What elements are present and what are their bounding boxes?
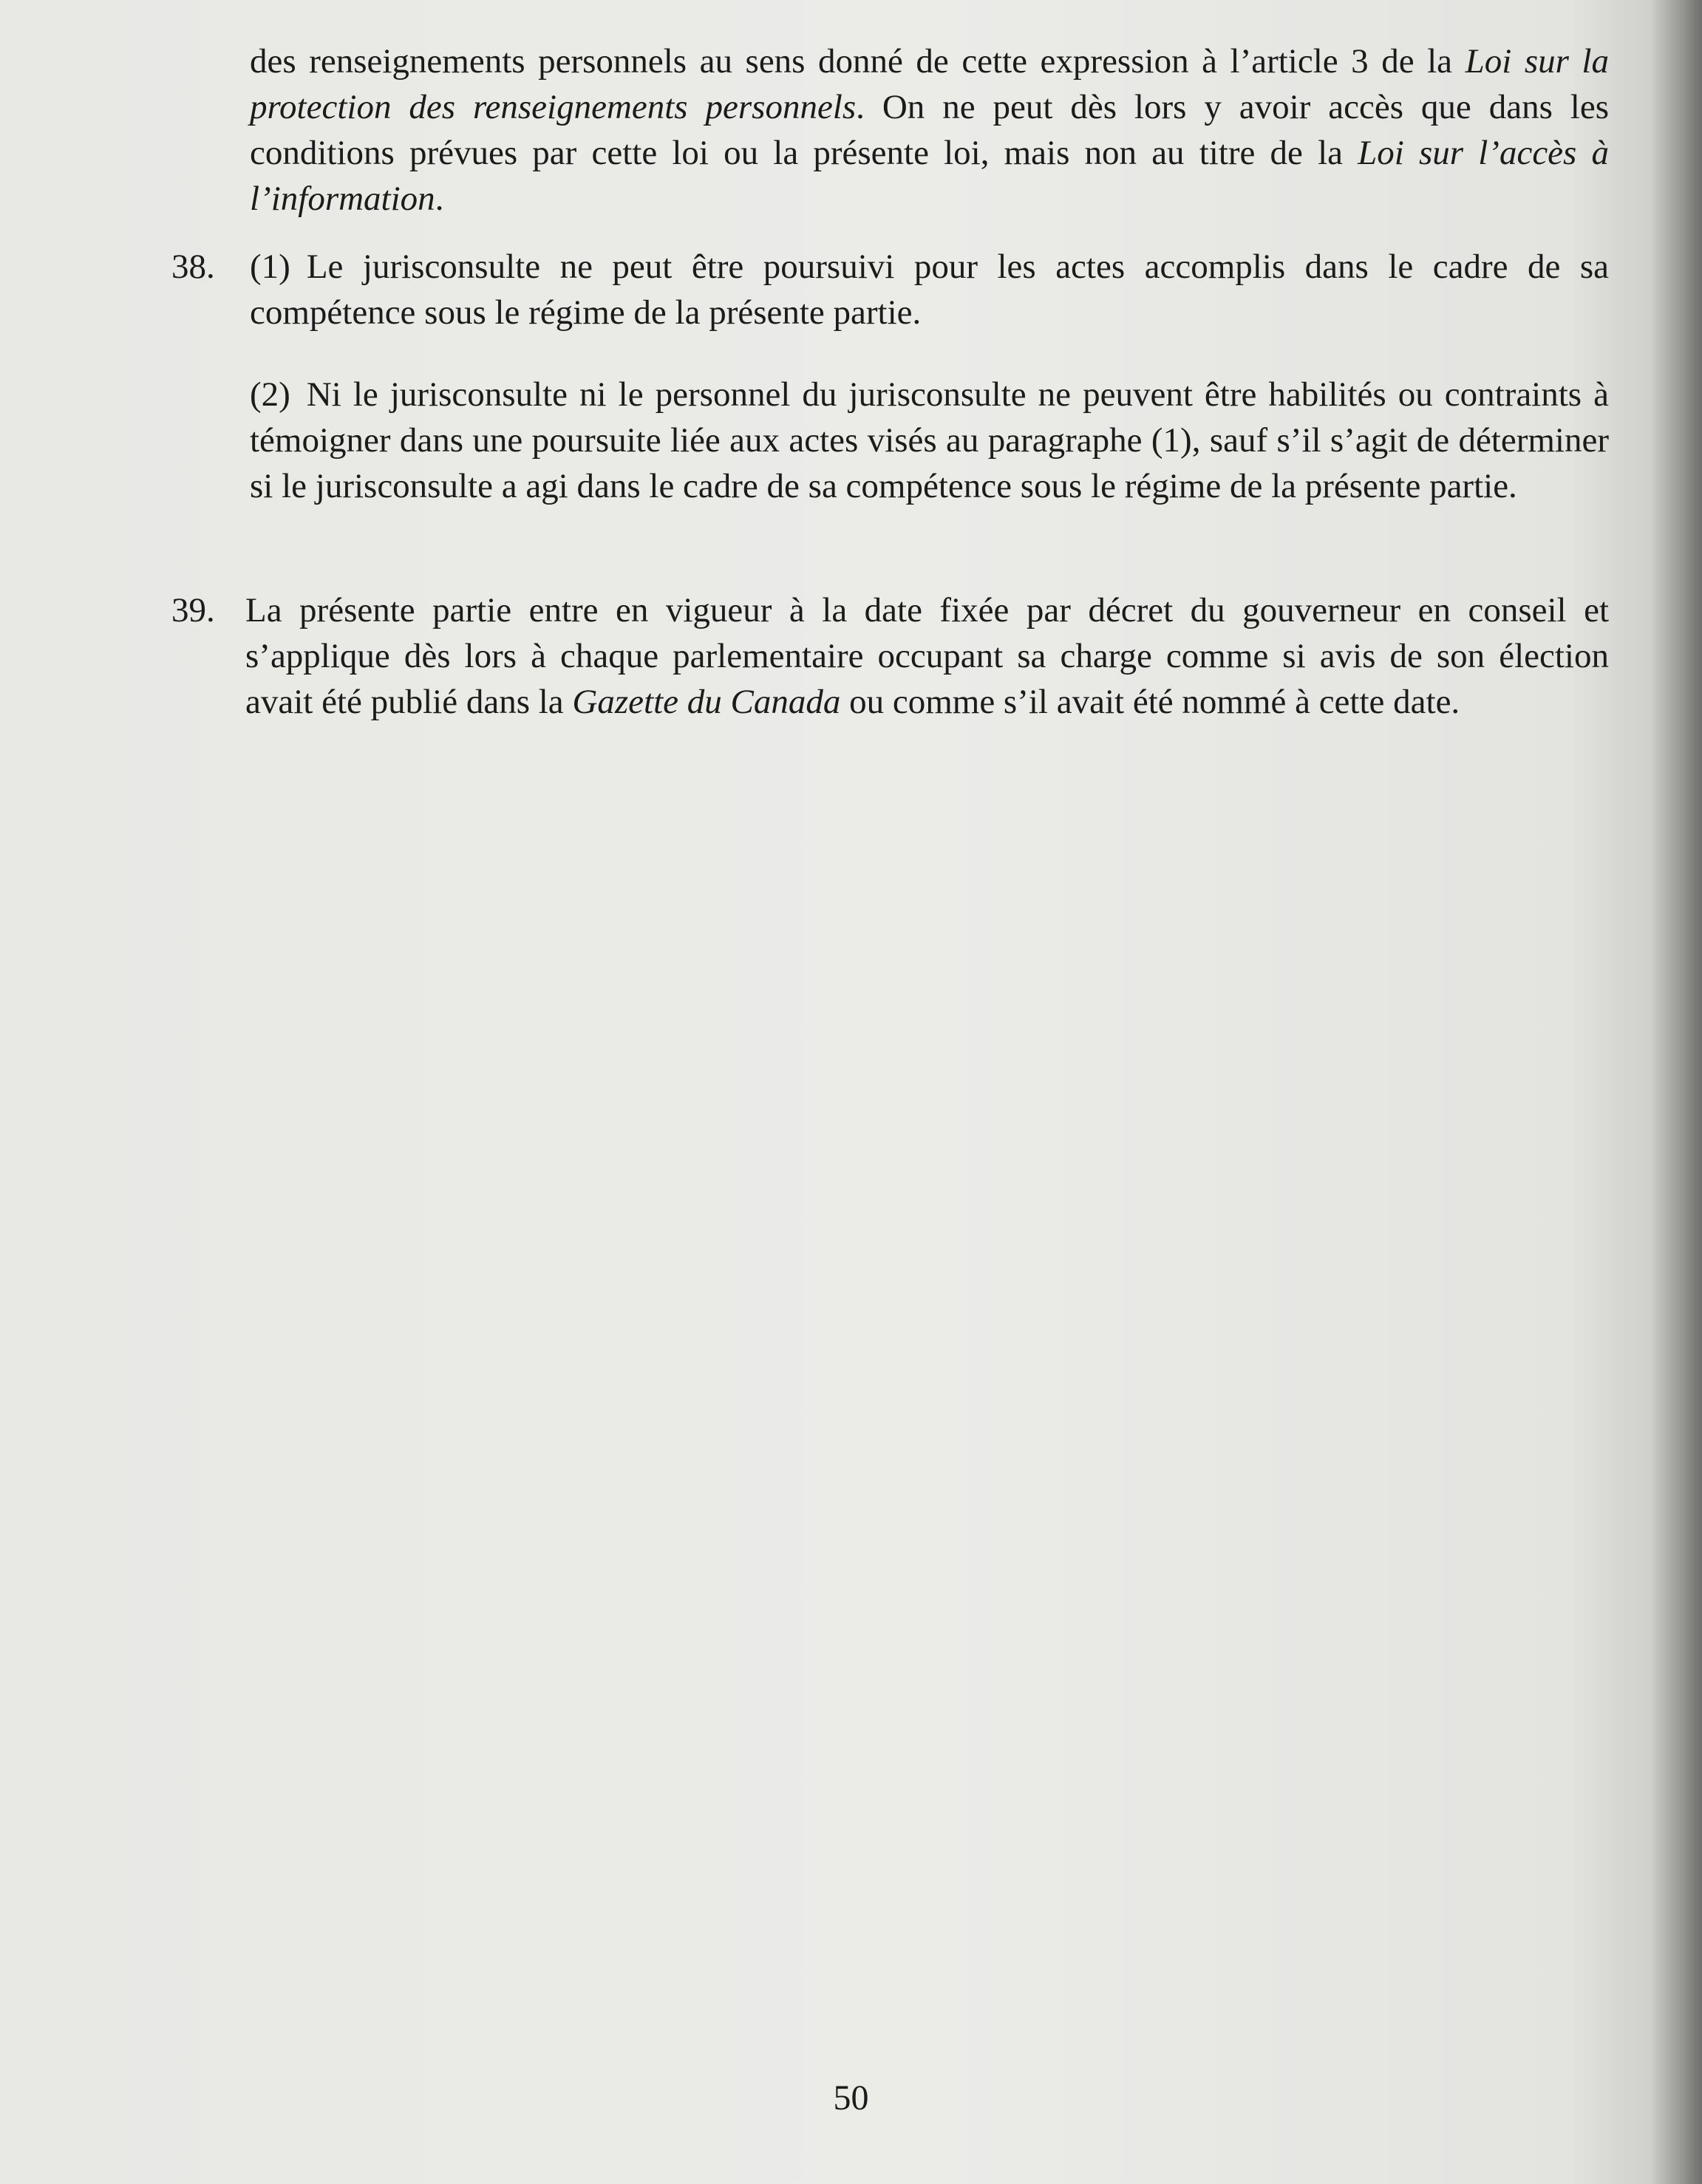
paragraph-text: Ni le jurisconsulte ni le personnel du jurisconsulte ne peuvent être habilités ou contraints à témoigner dans une poursuite liée aux actes visés au paragraphe (1), sauf s’il s’agit de déterminer si le jurisconsulte a agi dans le cadre de sa compétence sous le régime de la présente partie. <box>250 375 1609 505</box>
article-39 <box>171 587 1609 772</box>
text-segment: ou comme s’il avait été nommé à cette date. <box>840 683 1460 721</box>
italic-segment: Loi sur l’accès à l’information <box>250 134 1609 218</box>
paragraph-text: Le jurisconsulte ne peut être poursuivi pour les actes accomplis dans le cadre de sa compétence sous le régime de la présente partie. <box>250 248 1609 332</box>
bleed-through <box>171 827 1609 2010</box>
text-segment: des renseignements personnels au sens donné de cette expression à l’article 3 de la <box>250 42 1466 81</box>
italic-segment: Loi sur la protection des renseignements personnels <box>250 42 1609 126</box>
text-segment: . <box>435 180 444 218</box>
paragraph-marker: (2) <box>250 375 290 414</box>
text-segment: . On ne peut dès lors y avoir accès que dans les conditions prévues par cette loi ou la présente loi, mais non au titre de la <box>250 88 1609 172</box>
page-number: 50 <box>833 2078 869 2118</box>
intro-paragraph <box>250 38 1609 222</box>
paragraph-marker: (1) <box>250 248 290 286</box>
article-number: 39. <box>171 591 215 629</box>
article-38-paragraph-1 <box>171 244 1609 340</box>
italic-segment: Gazette du Canada <box>572 683 841 721</box>
article-38-paragraph-2 <box>171 372 1609 556</box>
text-segment: La présente partie entre en vigueur à la date fixée par décret du gouverneur en conseil et s’applique dès lors à chaque parlementaire occupant sa charge comme si avis de son élection avait été publié dans la <box>245 591 1609 721</box>
article-text <box>245 591 1609 721</box>
intro-text <box>250 38 1609 222</box>
article-number: 38. <box>171 248 215 286</box>
binding-shadow <box>1650 0 1702 2184</box>
